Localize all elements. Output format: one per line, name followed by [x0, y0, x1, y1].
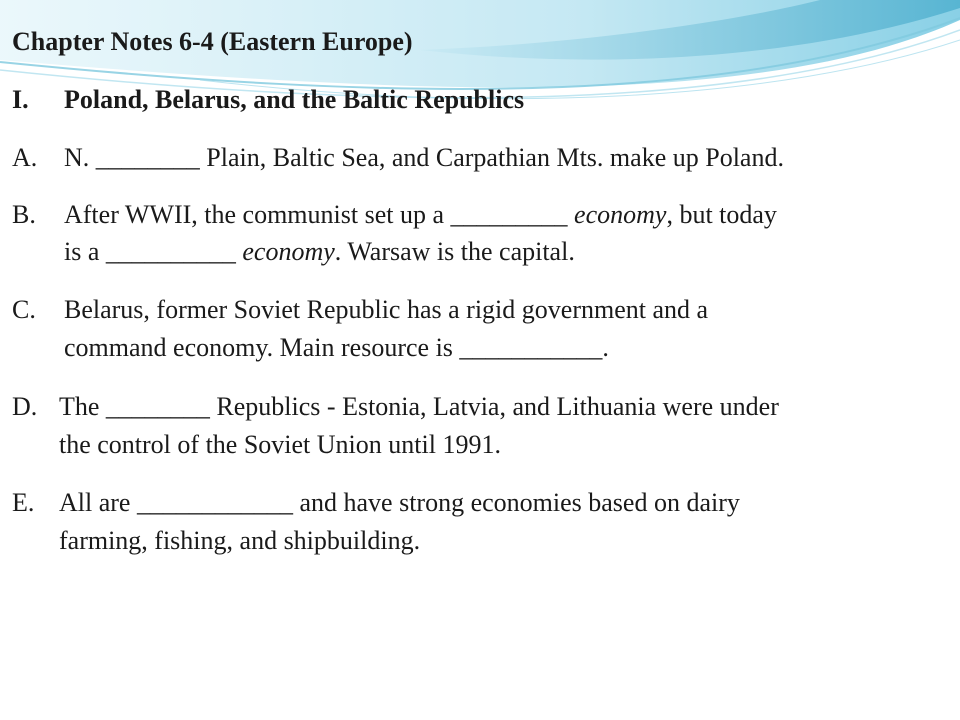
section-marker: I.	[12, 85, 29, 114]
list-item-marker: C.	[12, 295, 36, 324]
list-item-marker: B.	[12, 200, 36, 229]
text-segment: . Warsaw is the capital.	[334, 237, 575, 266]
list-item-text: All are ____________ and have strong economies based on dairy	[59, 488, 740, 517]
slide-title: Chapter Notes 6-4 (Eastern Europe)	[12, 27, 413, 56]
list-item-marker: E.	[12, 488, 35, 517]
list-item-text: N. ________ Plain, Baltic Sea, and Carpathian Mts. make up Poland.	[64, 143, 784, 172]
list-item-text-continued	[64, 237, 575, 267]
list-item-text	[64, 200, 777, 230]
text-segment: After WWII, the communist set up a _________	[64, 200, 575, 229]
list-item-marker: D.	[12, 392, 38, 421]
list-item-text-continued: the control of the Soviet Union until 1991.	[59, 430, 501, 459]
text-segment: is a __________	[64, 237, 243, 266]
section-heading-text: Poland, Belarus, and the Baltic Republics	[64, 85, 525, 114]
list-item-marker: A.	[12, 143, 38, 172]
emphasis-text: economy	[574, 200, 667, 229]
list-item-text: The ________ Republics - Estonia, Latvia, and Lithuania were under	[59, 392, 779, 421]
list-item-text-continued: farming, fishing, and shipbuilding.	[59, 526, 421, 555]
emphasis-text: economy	[242, 237, 335, 266]
list-item-text-continued: command economy. Main resource is ___________.	[64, 333, 609, 362]
text-segment: , but today	[666, 200, 777, 229]
list-item-text: Belarus, former Soviet Republic has a rigid government and a	[64, 295, 709, 324]
